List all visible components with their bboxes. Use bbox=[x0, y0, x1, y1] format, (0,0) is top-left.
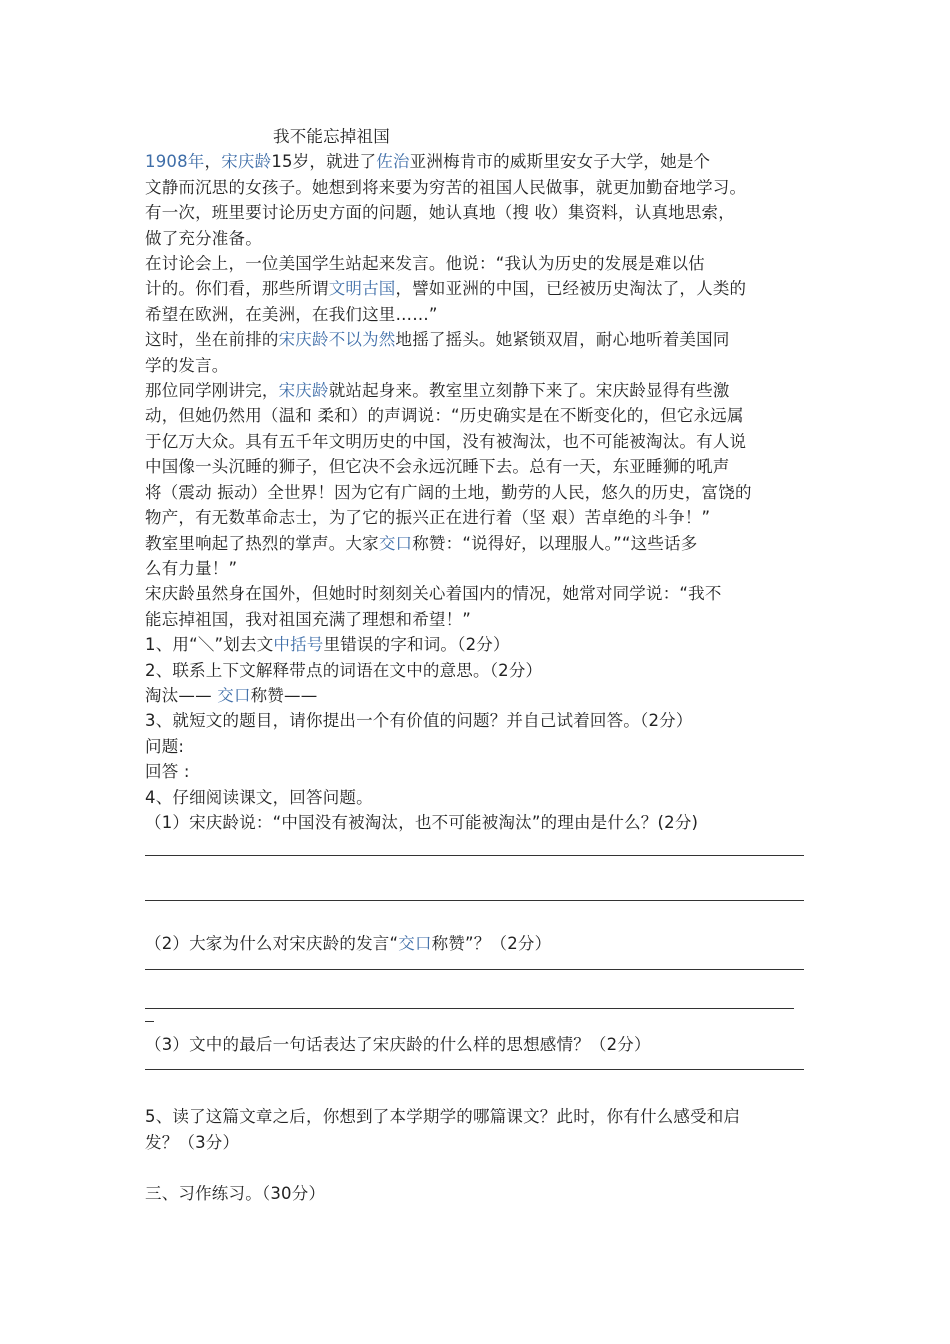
hyperlink-text[interactable]: 交口 bbox=[378, 533, 413, 553]
paragraph-3-line-2 bbox=[145, 276, 810, 301]
paragraph-3-line-3: 希望在欧洲，在美洲，在我们这里……” bbox=[145, 304, 438, 324]
paragraph-5-line-6: 物产，有无数革命志士，为了它的振兴正在进行着（坚 艰）苦卓绝的斗争！” bbox=[145, 508, 711, 528]
paragraph-5-line-4: 中国像一头沉睡的狮子，但它决不会永远沉睡下去。总有一天，东亚睡狮的吼声 bbox=[145, 457, 730, 477]
hyperlink-text[interactable]: 1908年 bbox=[145, 152, 205, 172]
hyperlink-text[interactable]: 文明古国 bbox=[328, 279, 396, 299]
question-4-part-3: （3）文中的最后一句话表达了宋庆龄的什么样的思想感情？（2分） bbox=[145, 1034, 651, 1054]
text-run: 称赞—— bbox=[250, 685, 318, 705]
text-run: 教室里响起了热烈的掌声。大家 bbox=[145, 533, 379, 553]
paragraph-5-line-2: 动，但她仍然用（温和 柔和）的声调说：“历史确实是在不断变化的，但它永远属 bbox=[145, 406, 744, 426]
hyperlink-text[interactable]: 交口 bbox=[217, 685, 251, 705]
hyperlink-text[interactable]: 佐治 bbox=[376, 152, 410, 172]
paragraph-1-line-2: 文静而沉思的女孩子。她想到将来要为穷苦的祖国人民做事，就更加勤奋地学习。 bbox=[145, 177, 747, 197]
paragraph-4-line-2: 学的发言。 bbox=[145, 355, 229, 375]
paragraph-3-line-1: 在讨论会上，一位美国学生站起来发言。他说：“我认为历史的发展是难以估 bbox=[145, 254, 705, 274]
paragraph-6-line-2: 么有力量！” bbox=[145, 558, 238, 578]
text-run: ， bbox=[204, 152, 222, 172]
hyperlink-text[interactable]: 宋庆龄不以为然 bbox=[278, 330, 396, 350]
hyperlink-text[interactable]: 交口 bbox=[398, 934, 432, 954]
text-run: 淘汰—— bbox=[145, 685, 218, 705]
text-run: 亚洲梅肯市的威斯里安女子大学，她是个 bbox=[409, 152, 711, 172]
paragraph-7-line-1: 宋庆龄虽然身在国外，但她时时刻刻关心着国内的情况，她常对同学说：“我不 bbox=[145, 584, 722, 604]
text-run: 里错误的字和词。（2分） bbox=[323, 635, 510, 655]
hyperlink-text[interactable]: 宋庆龄 bbox=[278, 381, 329, 401]
paragraph-1-line-1 bbox=[145, 149, 810, 174]
text-run: 1、用“＼”划去文 bbox=[145, 635, 274, 655]
text-run: （2）大家为什么对宋庆龄的发言“ bbox=[145, 934, 399, 954]
question-4: 4、仔细阅读课文，回答问题。 bbox=[145, 787, 373, 807]
question-2: 2、联系上下文解释带点的词语在文中的意思。（2分） bbox=[145, 660, 543, 680]
text-run: 那位同学刚讲完， bbox=[145, 381, 279, 401]
text-run: 就站起身来。教室里立刻静下来了。宋庆龄显得有些激 bbox=[328, 381, 730, 401]
section-3-heading: 三、习作练习。（30分） bbox=[145, 1184, 326, 1203]
hyperlink-text[interactable]: 中括号 bbox=[273, 635, 324, 655]
text-run: 称赞”？（2分） bbox=[431, 934, 552, 954]
text-run: 这时，坐在前排的 bbox=[145, 330, 279, 350]
question-2-terms bbox=[145, 683, 810, 708]
article-title: 我不能忘掉祖国 bbox=[273, 127, 390, 146]
question-3: 3、就短文的题目，请你提出一个有价值的问题？并自己试着回答。（2分） bbox=[145, 711, 693, 731]
question-5-line-1: 5、读了这篇文章之后，你想到了本学期学的哪篇课文？此时，你有什么感受和启 bbox=[145, 1107, 741, 1127]
hyperlink-text[interactable]: 宋庆龄 bbox=[221, 152, 272, 172]
text-run: 地摇了摇头。她紧锁双眉，耐心地听着美国同 bbox=[395, 330, 730, 350]
paragraph-7-line-2: 能忘掉祖国，我对祖国充满了理想和希望！” bbox=[145, 609, 472, 629]
paragraph-5-line-3: 于亿万大众。具有五千年文明历史的中国，没有被淘汰，也不可能被淘汰。有人说 bbox=[145, 431, 747, 451]
question-3-answer-label: 回答 : bbox=[145, 762, 190, 782]
question-1 bbox=[145, 632, 810, 657]
question-4-part-2 bbox=[145, 931, 810, 956]
question-4-part-1: （1）宋庆龄说：“中国没有被淘汰，也不可能被淘汰”的理由是什么？(2分) bbox=[145, 812, 699, 832]
text-run: 计的。你们看，那些所谓 bbox=[145, 279, 329, 299]
text-run: ，譬如亚洲的中国，已经被历史淘汰了，人类的 bbox=[395, 279, 747, 299]
text-run: 称赞：“说得好，以理服人。”“这些话多 bbox=[412, 533, 698, 553]
paragraph-6-line-1 bbox=[145, 531, 810, 556]
question-5-line-2: 发？（3分） bbox=[145, 1132, 240, 1152]
question-3-question-label: 问题: bbox=[145, 736, 185, 756]
paragraph-2-line-1: 有一次，班里要讨论历史方面的问题，她认真地（搜 收）集资料，认真地思索， bbox=[145, 203, 735, 223]
paragraph-2-line-2: 做了充分准备。 bbox=[145, 228, 262, 248]
paragraph-5-line-1 bbox=[145, 378, 810, 403]
paragraph-5-line-5: 将（震动 振动）全世界！因为它有广阔的土地，勤劳的人民，悠久的历史，富饶的 bbox=[145, 482, 752, 502]
paragraph-4-line-1 bbox=[145, 327, 810, 352]
text-run: 15岁，就进了 bbox=[271, 152, 377, 172]
worksheet-page bbox=[145, 124, 810, 1206]
